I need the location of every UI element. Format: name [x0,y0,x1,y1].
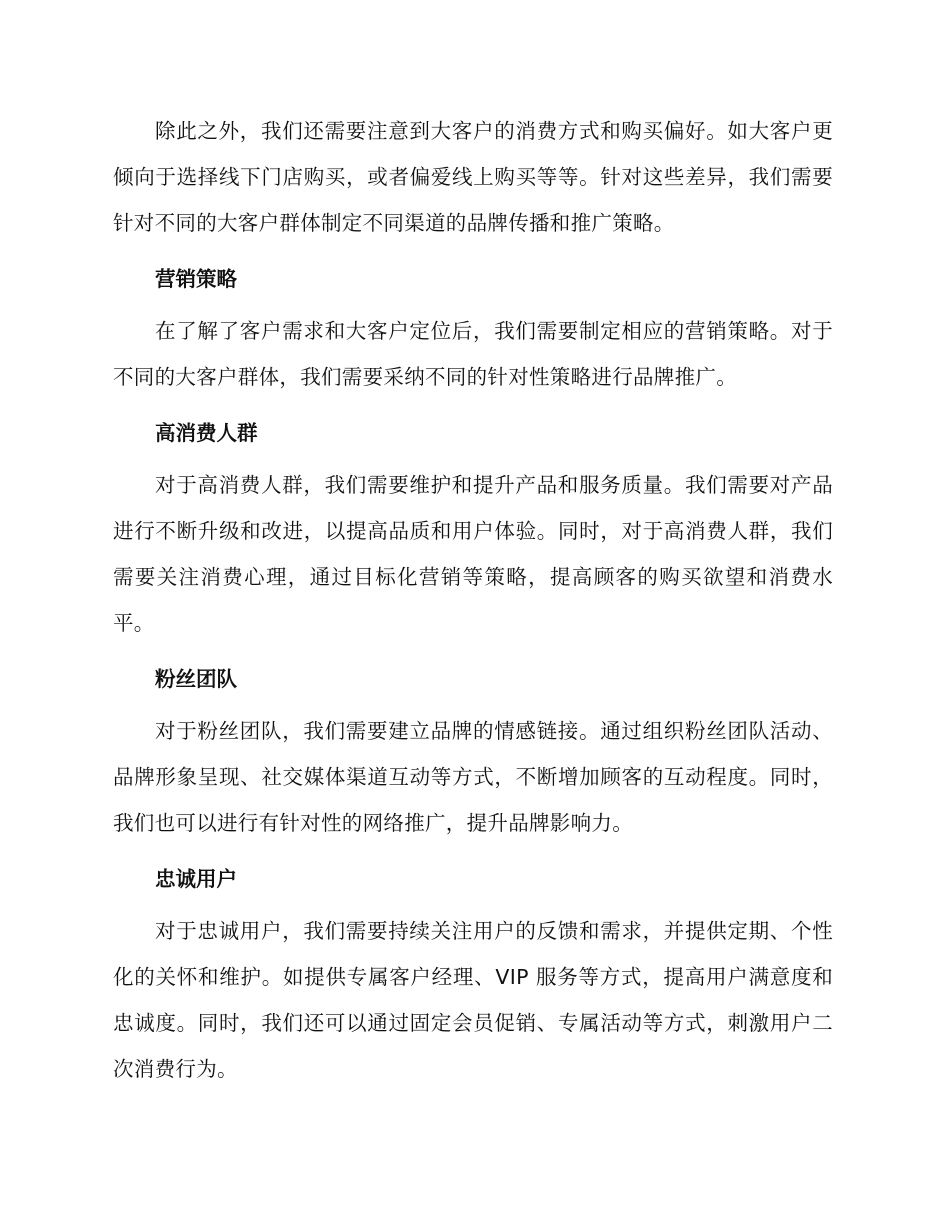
section-heading-high-spending: 高消费人群 [155,421,258,445]
fan-group-paragraph: 对于粉丝团队，我们需要建立品牌的情感链接。通过组织粉丝团队活动、品牌形象呈现、社交媒体渠道互动等方式，不断增加顾客的互动程度。同时，我们也可以进行有针对性的网络推广，提升品牌影响力。 [113,719,833,835]
marketing-strategy-paragraph: 在了解了客户需求和大客户定位后，我们需要制定相应的营销策略。对于不同的大客户群体，我们需要采纳不同的针对性策略进行品牌推广。 [113,319,833,389]
document-page [113,108,833,1092]
loyal-users-paragraph: 对于忠诚用户，我们需要持续关注用户的反馈和需求，并提供定期、个性化的关怀和维护。如提供专属客户经理、VIP 服务等方式，提高用户满意度和忠诚度。同时，我们还可以通过固定会员促销、专属活动等方式，刺激用户二次消费行为。 [113,919,833,1081]
section-heading-fan-group: 粉丝团队 [155,667,237,691]
section-heading-marketing-strategy: 营销策略 [155,267,237,291]
spacer [113,846,833,856]
intro-paragraph: 除此之外，我们还需要注意到大客户的消费方式和购买偏好。如大客户更倾向于选择线下门店购买，或者偏爱线上购买等等。针对这些差异，我们需要针对不同的大客户群体制定不同渠道的品牌传播和推广策略。 [113,119,833,235]
spacer [113,246,833,256]
section-heading-loyal-users: 忠诚用户 [155,867,237,891]
spacer [113,400,833,410]
high-spending-paragraph: 对于高消费人群，我们需要维护和提升产品和服务质量。我们需要对产品进行不断升级和改进，以提高品质和用户体验。同时，对于高消费人群，我们需要关注消费心理，通过目标化营销等策略，提高顾客的购买欲望和消费水平。 [113,473,833,635]
spacer [113,646,833,656]
